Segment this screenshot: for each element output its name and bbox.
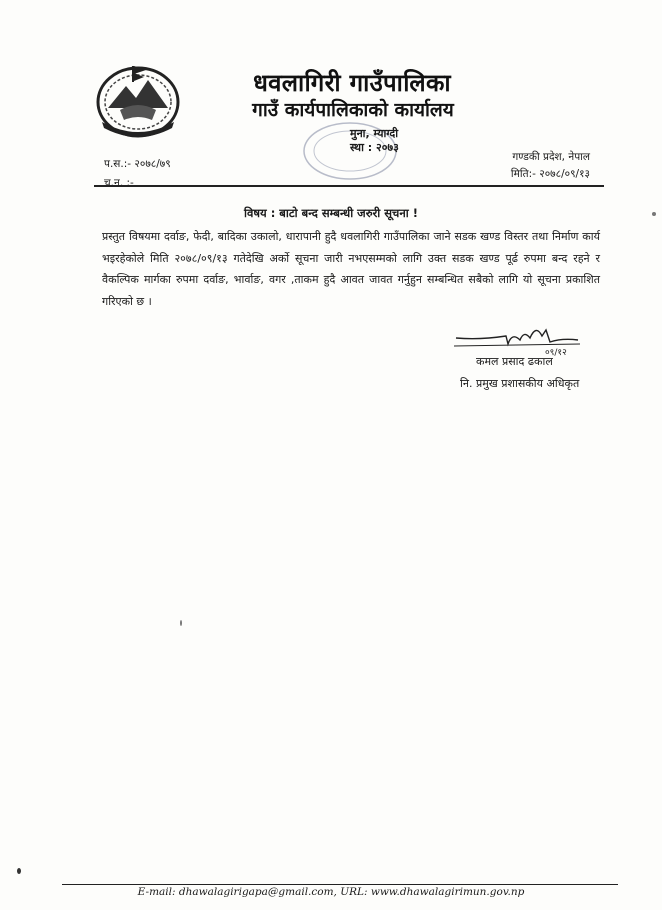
notice-body: प्रस्तुत विषयमा दर्वाङ, फेदी, बादिका उकालो, धारापानी हुदै धवलागिरी गाउँपालिका जाने सडक खण्ड विस्तर तथा निर्माण कार्य भइरहेकोले मिति २०७८/०९/१३ गतेदेखि अर्को सूचना जारी नभएसम्मको लागि उक्त सडक खण्ड पूर्ढ रुपमा बन्द रहने र वैकल्पिक मार्गका रुपमा दर्वाङ, भार्वाङ, वगर ,ताकम हुदै आवत जावत गर्नुहुन सम्बन्धित सबैको लागि यो सूचना प्रकाशित गरिएको छ । (102, 230, 600, 308)
footer-divider (62, 884, 618, 885)
footer-contact: E-mail: dhawalagirigapa@gmail.com, URL: www.dhawalagirimun.gov.np (137, 886, 525, 898)
nepal-emblem-icon (92, 56, 184, 140)
scan-speck (652, 212, 656, 216)
established-line: स्था : २०७३ (350, 141, 399, 154)
province-label: गण्डकी प्रदेश, नेपाल (512, 151, 590, 163)
scan-speck (180, 620, 182, 626)
subject-line: विषय : बाटो बन्द सम्बन्धी जरुरी सूचना ! (244, 206, 418, 220)
letter-reference: प.स.:- २०७८/७९ (104, 158, 171, 170)
address-line: मुना, म्याग्दी (350, 127, 399, 140)
letter-date: मिति:- २०७८/०९/१३ (510, 168, 590, 180)
header-divider (94, 185, 604, 187)
dispatch-number: च.न. :- (104, 177, 134, 189)
signer-name: कमल प्रसाद ढकाल (476, 355, 553, 368)
scan-speck (17, 868, 21, 874)
signer-title: नि. प्रमुख प्रशासकीय अधिकृत (460, 377, 580, 390)
signature-date: ०९/१२ (545, 348, 567, 358)
org-name: धवलागिरी गाउँपालिका (253, 69, 451, 97)
office-name: गाउँ कार्यपालिकाको कार्यालय (252, 99, 454, 121)
